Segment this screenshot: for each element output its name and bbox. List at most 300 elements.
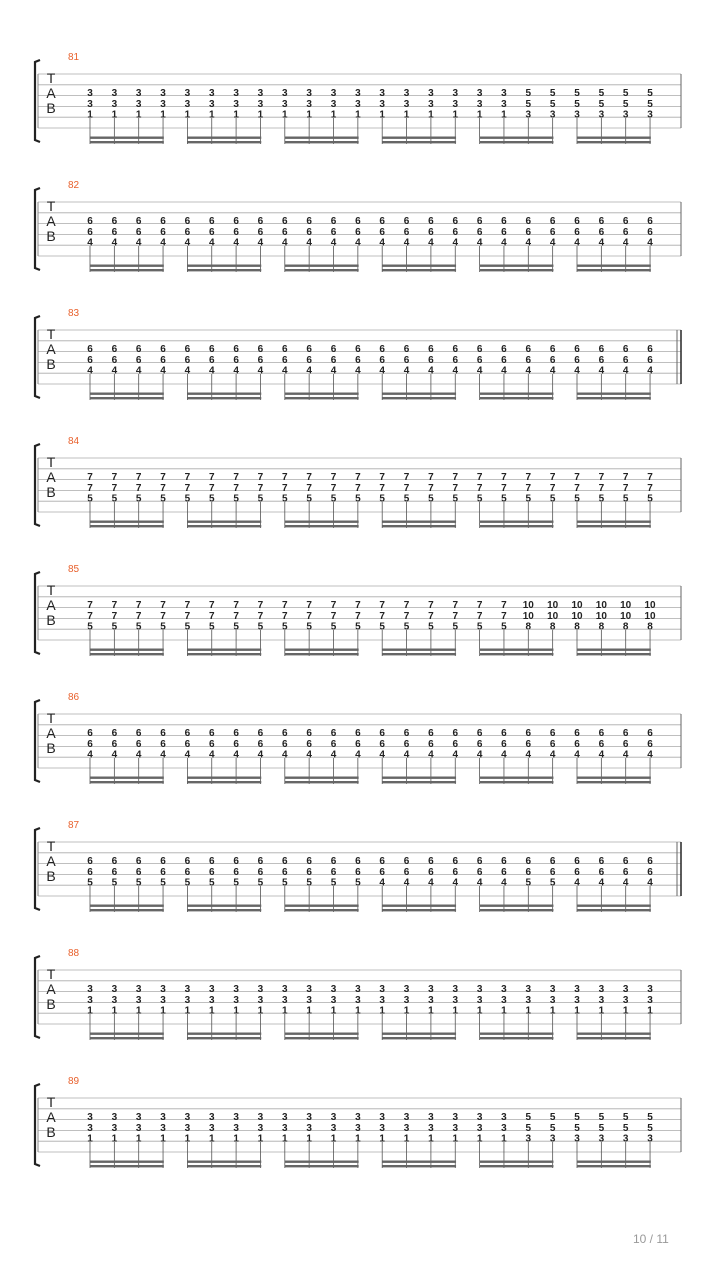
- fret-number: 4: [379, 877, 385, 889]
- fret-number: 8: [598, 621, 605, 633]
- fret-number: 1: [598, 1005, 605, 1017]
- beam-primary: [187, 397, 261, 399]
- fret-number: 6: [379, 354, 385, 366]
- beam-primary: [285, 269, 359, 271]
- fret-number: 10: [644, 610, 656, 622]
- fret-number: 6: [330, 738, 337, 750]
- fret-number: 6: [428, 866, 434, 878]
- fret-number: 4: [87, 749, 93, 761]
- fret-number: 1: [282, 1005, 288, 1017]
- fret-number: 6: [355, 738, 361, 750]
- fret-number: 7: [428, 600, 434, 611]
- fret-number: 3: [184, 88, 191, 99]
- fret-number: 6: [501, 738, 507, 750]
- fret-number: 7: [501, 610, 507, 622]
- fret-number: 3: [379, 98, 385, 110]
- beam-primary: [577, 781, 651, 783]
- fret-number: 5: [622, 98, 629, 110]
- fret-number: 6: [111, 728, 118, 739]
- fret-number: 4: [111, 749, 118, 761]
- fret-number: 6: [135, 856, 142, 867]
- fret-number: 6: [208, 226, 215, 238]
- fret-number: 1: [379, 1133, 385, 1145]
- fret-number: 5: [355, 493, 361, 505]
- beam-secondary: [90, 393, 164, 395]
- fret-number: 4: [379, 749, 385, 761]
- beam-secondary: [285, 1161, 359, 1163]
- fret-number: 5: [574, 88, 580, 99]
- fret-number: 5: [549, 877, 556, 889]
- fret-number: 7: [184, 482, 191, 494]
- fret-number: 6: [208, 738, 215, 750]
- fret-number: 5: [306, 621, 312, 633]
- fret-number: 7: [208, 600, 215, 611]
- fret-number: 7: [257, 472, 264, 483]
- fret-number: 6: [476, 344, 483, 355]
- tab-system: [0, 692, 720, 820]
- fret-number: 5: [330, 493, 337, 505]
- beam-secondary: [382, 393, 456, 395]
- tab-system: [0, 564, 720, 692]
- fret-number: 6: [428, 344, 434, 355]
- fret-number: 4: [622, 237, 629, 249]
- fret-number: 6: [208, 728, 215, 739]
- fret-number: 3: [111, 994, 118, 1006]
- fret-number: 4: [87, 237, 93, 249]
- fret-number: 7: [306, 482, 312, 494]
- fret-number: 6: [233, 738, 239, 750]
- beam-secondary: [577, 1033, 651, 1035]
- fret-number: 4: [452, 365, 459, 377]
- fret-number: 7: [282, 600, 288, 611]
- fret-number: 3: [257, 1122, 264, 1134]
- fret-number: 6: [525, 344, 532, 355]
- fret-number: 5: [428, 621, 434, 633]
- fret-number: 7: [184, 600, 191, 611]
- fret-number: 6: [233, 866, 239, 878]
- fret-number: 6: [501, 344, 507, 355]
- fret-number: 3: [87, 98, 93, 110]
- fret-number: 3: [355, 98, 361, 110]
- beam-primary: [480, 525, 554, 527]
- fret-number: 4: [598, 749, 605, 761]
- fret-number: 5: [525, 1122, 532, 1134]
- beam-secondary: [90, 1161, 164, 1163]
- fret-number: 1: [208, 1005, 215, 1017]
- fret-number: 4: [87, 365, 93, 377]
- fret-number: 5: [598, 493, 605, 505]
- beam-primary: [187, 1037, 261, 1039]
- fret-number: 6: [428, 216, 434, 227]
- tab-clef-letter: B: [46, 996, 56, 1012]
- fret-number: 3: [355, 1122, 361, 1134]
- fret-number: 6: [282, 738, 288, 750]
- fret-number: 3: [598, 109, 605, 121]
- fret-number: 5: [452, 621, 459, 633]
- fret-number: 1: [184, 109, 191, 121]
- fret-number: 4: [549, 365, 556, 377]
- fret-number: 7: [476, 600, 483, 611]
- fret-number: 3: [355, 984, 361, 995]
- tab-clef-letter: T: [46, 582, 56, 598]
- fret-number: 3: [452, 994, 459, 1006]
- beam-secondary: [480, 649, 554, 651]
- fret-number: 3: [476, 88, 483, 99]
- fret-number: 4: [476, 237, 483, 249]
- fret-number: 6: [160, 344, 166, 355]
- beam-secondary: [285, 393, 359, 395]
- fret-number: 7: [111, 600, 118, 611]
- fret-number: 7: [598, 472, 605, 483]
- beam-primary: [577, 269, 651, 271]
- fret-number: 4: [501, 365, 507, 377]
- fret-number: 6: [355, 226, 361, 238]
- fret-number: 3: [282, 1112, 288, 1123]
- fret-number: 4: [306, 365, 312, 377]
- fret-number: 7: [403, 610, 410, 622]
- fret-number: 3: [622, 109, 629, 121]
- fret-number: 1: [111, 1005, 118, 1017]
- tab-system: [0, 436, 720, 564]
- fret-number: 7: [549, 482, 556, 494]
- tab-clef-letter: A: [46, 213, 56, 229]
- fret-number: 4: [476, 749, 483, 761]
- fret-number: 1: [233, 109, 239, 121]
- fret-number: 3: [208, 1112, 215, 1123]
- tab-clef-letter: B: [46, 100, 56, 116]
- fret-number: 6: [476, 226, 483, 238]
- fret-number: 6: [233, 354, 239, 366]
- fret-number: 6: [257, 866, 264, 878]
- fret-number: 6: [598, 216, 605, 227]
- fret-number: 6: [501, 856, 507, 867]
- fret-number: 7: [428, 472, 434, 483]
- fret-number: 5: [525, 493, 532, 505]
- fret-number: 6: [501, 728, 507, 739]
- fret-number: 4: [257, 365, 264, 377]
- beam-secondary: [480, 1033, 554, 1035]
- beam-secondary: [577, 649, 651, 651]
- fret-number: 4: [647, 365, 653, 377]
- fret-number: 4: [574, 365, 580, 377]
- fret-number: 6: [549, 738, 556, 750]
- fret-number: 3: [184, 1112, 191, 1123]
- fret-number: 1: [111, 1133, 118, 1145]
- fret-number: 4: [598, 237, 605, 249]
- fret-number: 3: [622, 1133, 629, 1145]
- fret-number: 3: [257, 98, 264, 110]
- fret-number: 6: [184, 728, 191, 739]
- fret-number: 6: [330, 354, 337, 366]
- fret-number: 3: [452, 984, 459, 995]
- fret-number: 5: [598, 98, 605, 110]
- fret-number: 1: [355, 1005, 361, 1017]
- fret-number: 1: [257, 1133, 264, 1145]
- beam-primary: [90, 397, 164, 399]
- fret-number: 3: [622, 994, 629, 1006]
- fret-number: 6: [525, 866, 532, 878]
- fret-number: 3: [135, 984, 142, 995]
- fret-number: 4: [135, 365, 142, 377]
- fret-number: 3: [160, 1122, 166, 1134]
- beam-secondary: [382, 905, 456, 907]
- beam-primary: [577, 1165, 651, 1167]
- fret-number: 3: [428, 984, 434, 995]
- fret-number: 5: [403, 621, 410, 633]
- fret-number: 6: [403, 728, 410, 739]
- fret-number: 6: [233, 856, 239, 867]
- fret-number: 3: [379, 1122, 385, 1134]
- fret-number: 4: [452, 749, 459, 761]
- beam-primary: [382, 909, 456, 911]
- fret-number: 4: [135, 749, 142, 761]
- fret-number: 7: [355, 600, 361, 611]
- fret-number: 5: [160, 621, 166, 633]
- beam-primary: [90, 525, 164, 527]
- beam-primary: [285, 1165, 359, 1167]
- fret-number: 3: [208, 88, 215, 99]
- fret-number: 7: [501, 600, 507, 611]
- beam-primary: [480, 1165, 554, 1167]
- beam-primary: [285, 141, 359, 143]
- beam-primary: [577, 909, 651, 911]
- fret-number: 7: [330, 472, 337, 483]
- fret-number: 3: [452, 98, 459, 110]
- fret-number: 6: [647, 866, 653, 878]
- fret-number: 6: [282, 216, 288, 227]
- fret-number: 6: [549, 728, 556, 739]
- fret-number: 5: [330, 621, 337, 633]
- fret-number: 3: [574, 1133, 580, 1145]
- fret-number: 1: [403, 1133, 410, 1145]
- fret-number: 6: [306, 728, 312, 739]
- fret-number: 5: [282, 621, 288, 633]
- fret-number: 3: [428, 88, 434, 99]
- fret-number: 6: [574, 354, 580, 366]
- fret-number: 7: [135, 600, 142, 611]
- tab-system: [0, 52, 720, 180]
- beam-primary: [285, 1037, 359, 1039]
- fret-number: 4: [111, 365, 118, 377]
- tab-staff: [0, 820, 720, 940]
- fret-number: 7: [452, 482, 459, 494]
- fret-number: 5: [111, 877, 118, 889]
- fret-number: 6: [549, 856, 556, 867]
- fret-number: 6: [184, 354, 191, 366]
- beam-primary: [382, 141, 456, 143]
- fret-number: 6: [282, 856, 288, 867]
- fret-number: 6: [233, 344, 239, 355]
- fret-number: 3: [549, 984, 556, 995]
- fret-number: 6: [111, 738, 118, 750]
- beam-primary: [187, 141, 261, 143]
- beam-primary: [480, 141, 554, 143]
- fret-number: 7: [355, 472, 361, 483]
- fret-number: 6: [111, 856, 118, 867]
- fret-number: 6: [330, 728, 337, 739]
- fret-number: 3: [257, 994, 264, 1006]
- fret-number: 3: [208, 984, 215, 995]
- fret-number: 6: [111, 866, 118, 878]
- beam-secondary: [382, 649, 456, 651]
- fret-number: 1: [501, 1005, 507, 1017]
- fret-number: 4: [549, 749, 556, 761]
- fret-number: 5: [257, 877, 264, 889]
- fret-number: 6: [330, 226, 337, 238]
- fret-number: 4: [598, 877, 605, 889]
- fret-number: 7: [160, 472, 166, 483]
- fret-number: 6: [306, 856, 312, 867]
- fret-number: 3: [525, 984, 532, 995]
- fret-number: 6: [330, 344, 337, 355]
- fret-number: 4: [403, 237, 410, 249]
- fret-number: 5: [647, 1122, 653, 1134]
- fret-number: 4: [574, 749, 580, 761]
- fret-number: 4: [403, 749, 410, 761]
- fret-number: 3: [208, 994, 215, 1006]
- fret-number: 1: [135, 1133, 142, 1145]
- fret-number: 4: [184, 365, 191, 377]
- fret-number: 1: [501, 109, 507, 121]
- fret-number: 6: [452, 216, 459, 227]
- fret-number: 3: [111, 88, 118, 99]
- measure-number: 86: [68, 692, 80, 703]
- fret-number: 4: [379, 365, 385, 377]
- beam-secondary: [382, 521, 456, 523]
- fret-number: 6: [525, 728, 532, 739]
- fret-number: 4: [233, 365, 239, 377]
- fret-number: 3: [160, 984, 166, 995]
- fret-number: 1: [257, 109, 264, 121]
- beam-secondary: [577, 265, 651, 267]
- fret-number: 3: [379, 88, 385, 99]
- fret-number: 3: [306, 1122, 312, 1134]
- fret-number: 6: [379, 728, 385, 739]
- fret-number: 3: [233, 98, 239, 110]
- fret-number: 6: [476, 738, 483, 750]
- fret-number: 3: [184, 98, 191, 110]
- beam-primary: [90, 1165, 164, 1167]
- fret-number: 3: [403, 984, 410, 995]
- fret-number: 5: [622, 1112, 629, 1123]
- fret-number: 3: [111, 98, 118, 110]
- fret-number: 10: [522, 600, 534, 611]
- fret-number: 7: [184, 472, 191, 483]
- fret-number: 1: [379, 109, 385, 121]
- fret-number: 7: [379, 610, 385, 622]
- fret-number: 5: [525, 1112, 532, 1123]
- fret-number: 3: [598, 1133, 605, 1145]
- beam-secondary: [480, 777, 554, 779]
- fret-number: 1: [257, 1005, 264, 1017]
- fret-number: 5: [282, 493, 288, 505]
- fret-number: 1: [428, 1133, 434, 1145]
- beam-secondary: [480, 265, 554, 267]
- fret-number: 7: [87, 472, 93, 483]
- tab-system: [0, 1076, 720, 1204]
- fret-number: 6: [135, 866, 142, 878]
- fret-number: 6: [135, 728, 142, 739]
- fret-number: 5: [647, 493, 653, 505]
- fret-number: 3: [160, 88, 166, 99]
- fret-number: 4: [184, 237, 191, 249]
- beam-primary: [90, 781, 164, 783]
- fret-number: 5: [330, 877, 337, 889]
- fret-number: 6: [87, 216, 93, 227]
- fret-number: 6: [525, 216, 532, 227]
- tab-clef-letter: A: [46, 469, 56, 485]
- fret-number: 1: [160, 1133, 166, 1145]
- fret-number: 3: [208, 1122, 215, 1134]
- fret-number: 3: [403, 98, 410, 110]
- fret-number: 5: [111, 493, 118, 505]
- beam-primary: [187, 781, 261, 783]
- tab-system: [0, 820, 720, 948]
- fret-number: 5: [160, 877, 166, 889]
- beam-secondary: [187, 649, 261, 651]
- fret-number: 5: [428, 493, 434, 505]
- beam-primary: [90, 269, 164, 271]
- fret-number: 6: [452, 856, 459, 867]
- beam-primary: [480, 397, 554, 399]
- fret-number: 7: [598, 482, 605, 494]
- tab-clef-letter: A: [46, 85, 56, 101]
- fret-number: 6: [379, 216, 385, 227]
- beam-secondary: [187, 905, 261, 907]
- fret-number: 4: [622, 749, 629, 761]
- fret-number: 6: [257, 738, 264, 750]
- fret-number: 3: [501, 1122, 507, 1134]
- fret-number: 6: [574, 728, 580, 739]
- fret-number: 4: [330, 237, 337, 249]
- fret-number: 5: [622, 493, 629, 505]
- fret-number: 5: [184, 877, 191, 889]
- fret-number: 4: [184, 749, 191, 761]
- beam-secondary: [577, 905, 651, 907]
- tab-staff: [0, 948, 720, 1068]
- beam-secondary: [285, 137, 359, 139]
- fret-number: 5: [549, 1122, 556, 1134]
- fret-number: 1: [306, 1005, 312, 1017]
- beam-primary: [480, 269, 554, 271]
- fret-number: 3: [403, 88, 410, 99]
- beam-primary: [480, 781, 554, 783]
- fret-number: 8: [525, 621, 532, 633]
- fret-number: 5: [379, 493, 385, 505]
- tab-staff: [0, 564, 720, 684]
- fret-number: 6: [233, 216, 239, 227]
- fret-number: 6: [135, 226, 142, 238]
- fret-number: 7: [87, 600, 93, 611]
- beam-primary: [285, 781, 359, 783]
- fret-number: 5: [257, 621, 264, 633]
- fret-number: 5: [574, 493, 580, 505]
- fret-number: 7: [476, 610, 483, 622]
- fret-number: 1: [476, 1133, 483, 1145]
- fret-number: 6: [160, 866, 166, 878]
- tab-system: [0, 948, 720, 1076]
- fret-number: 7: [160, 610, 166, 622]
- fret-number: 3: [111, 1122, 118, 1134]
- beam-primary: [90, 653, 164, 655]
- fret-number: 3: [622, 984, 629, 995]
- tab-staff: [0, 1076, 720, 1196]
- fret-number: 6: [403, 226, 410, 238]
- fret-number: 6: [87, 738, 93, 750]
- fret-number: 10: [595, 600, 607, 611]
- beam-secondary: [90, 1033, 164, 1035]
- fret-number: 6: [282, 728, 288, 739]
